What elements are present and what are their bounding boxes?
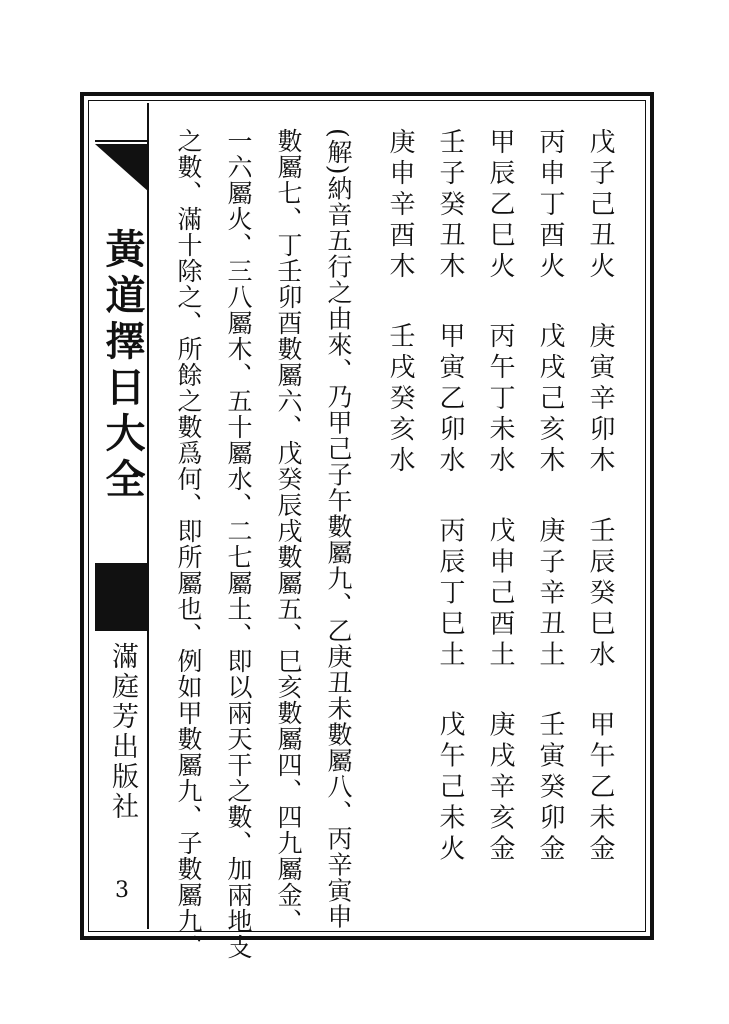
table-cell: 甲午乙未金	[585, 710, 615, 866]
table-cell: 壬辰癸巳水	[585, 516, 615, 672]
table-cell: 戊申己酉土	[485, 516, 515, 672]
table-cell: 戊戌己亥木	[535, 322, 565, 478]
spine-divider	[95, 140, 149, 142]
main-text	[165, 128, 625, 960]
table-cell: 壬寅癸卯金	[535, 710, 565, 866]
explanation-line: (解)納音五行之由來、乃甲己子午數屬九、乙庚丑未數屬八、丙辛寅申	[324, 128, 353, 930]
explanation-line: 數屬七、丁壬卯酉數屬六、戊癸辰戌數屬五、巳亥數屬四、四九屬金、	[274, 128, 303, 934]
spine-black-block	[95, 563, 149, 631]
table-cell: 壬子癸丑木	[435, 128, 465, 283]
explanation-line: 之數、滿十除之、所餘之數爲何、即所屬也、例如甲數屬九、子數屬九、	[174, 128, 203, 960]
table-cell: 庚申辛酉木	[385, 128, 415, 283]
table-column-5	[375, 128, 425, 918]
table-cell: 丙午丁未水	[485, 322, 515, 478]
book-title: 黃道擇日大全	[99, 228, 145, 504]
table-cell: 壬戌癸亥水	[385, 322, 415, 478]
publisher-name: 滿庭芳出版社	[107, 642, 138, 822]
page-number: 3	[115, 878, 129, 903]
table-cell: 庚子辛丑土	[535, 516, 565, 672]
table-column-4	[425, 128, 475, 918]
table-cell: 甲辰乙巳火	[485, 128, 515, 283]
table-cell: 戊午己未火	[435, 710, 465, 866]
table-column-1	[575, 128, 625, 918]
table-column-3	[475, 128, 525, 918]
spine-triangle-ornament	[95, 144, 149, 192]
table-cell: 丙辰丁巳土	[435, 516, 465, 672]
table-cell: 庚戌辛亥金	[485, 710, 515, 866]
table-cell: 戊子己丑火	[585, 128, 615, 283]
table-cell: 甲寅乙卯水	[435, 322, 465, 478]
table-cell: 庚寅辛卯木	[585, 322, 615, 478]
table-cell: 丙申丁酉火	[535, 128, 565, 283]
table-column-2	[525, 128, 575, 918]
explanation-line: 一六屬火、三八屬木、五十屬水、二七屬土、即以兩天干之數、加兩地支	[224, 128, 253, 960]
